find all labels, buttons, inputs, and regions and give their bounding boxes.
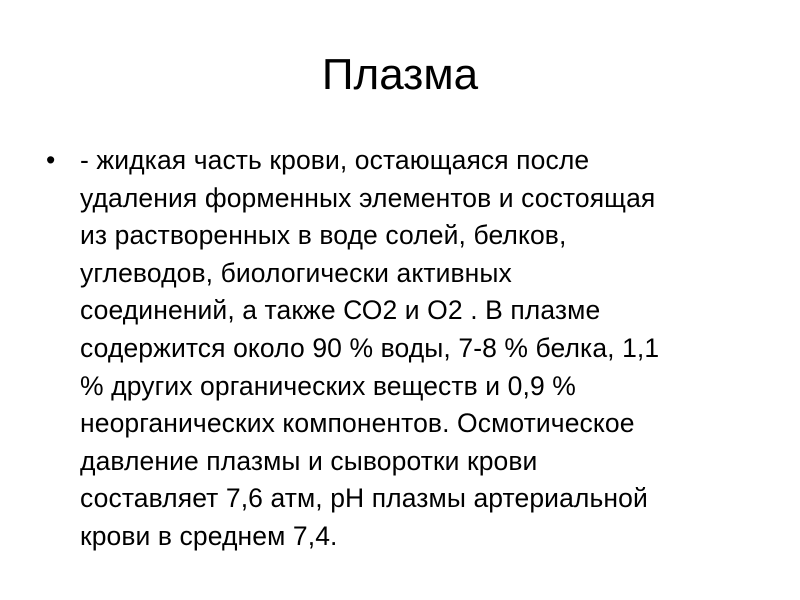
paragraph-line: содержится около 90 % воды, 7-8 % белка, 1,1 [80,332,660,363]
paragraph-line: давление плазмы и сыворотки крови [80,445,538,476]
bullet-icon: • [46,145,56,175]
paragraph-line: из растворенных в воде солей, белков, [80,220,567,251]
slide-title: Плазма [321,50,479,99]
paragraph-line: % других органических веществ и 0,9 % [80,370,576,401]
paragraph-line: составляет 7,6 атм, рН плазмы артериальной [80,483,648,514]
paragraph-line: углеводов, биологически активных [80,257,512,288]
paragraph-line: крови в среднем 7,4. [80,520,338,551]
paragraph-line: - жидкая часть крови, остающаяся после [80,145,590,175]
paragraph-line: неорганических компонентов. Осмотическое [80,408,635,439]
paragraph-line: удаления форменных элементов и состоящая [80,182,656,213]
bullet-list [46,142,766,556]
paragraph-line: соединений, а также СО2 и О2 . В плазме [80,295,601,326]
list-item [46,142,766,556]
